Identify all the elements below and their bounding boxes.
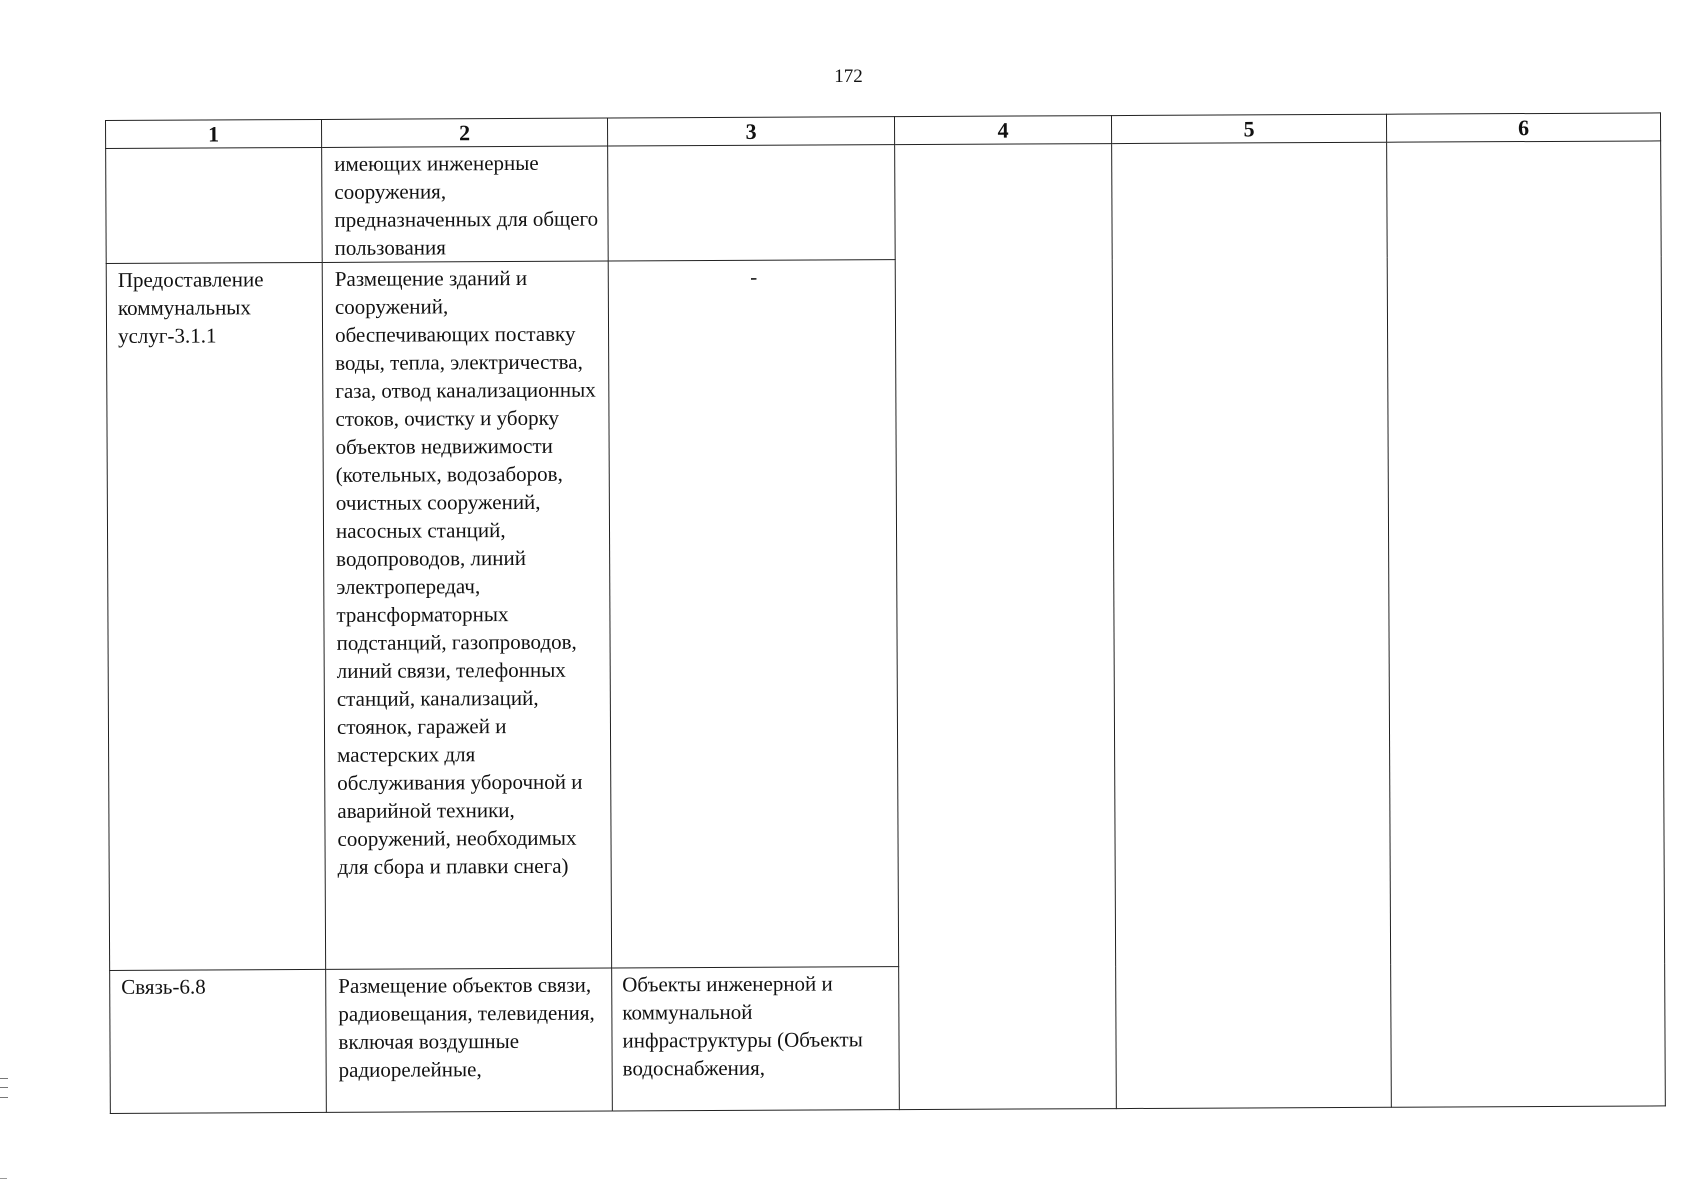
column-header-1: 1 (106, 119, 322, 148)
cell-row1-col3 (608, 145, 896, 261)
land-use-table (105, 112, 1666, 1114)
margin-scan-tick (0, 1178, 7, 1179)
cell-col5-merged (1112, 142, 1392, 1108)
column-header-2: 2 (321, 118, 607, 147)
column-header-4: 4 (894, 116, 1111, 145)
cell-row1-col1 (106, 147, 323, 263)
page-number: 172 (834, 66, 863, 87)
cell-row3-col3: Объекты инженерной и коммунальной инфраструктуры (Объекты водоснабжения, (612, 967, 900, 1111)
column-header-5: 5 (1111, 114, 1386, 143)
cell-col4-merged (895, 144, 1117, 1110)
column-header-3: 3 (607, 117, 894, 146)
cell-row2-col2: Размещение зданий и сооружений, обеспечивающих поставку воды, тепла, электричества, газа, отвод канализационных стоков, очистку и уборку объектов недвижимости (котельных, водозаборов, очистных сооружений, насосных станций, водопроводов, линий электропередач, трансформаторных подстанций, газопроводов, линий связи, телефонных станций, канализаций, стоянок, гаражей и мастерских для обслуживания уборочной и аварийной техники, сооружений, необходимых для сбора и плавки снега) (322, 261, 611, 969)
cell-row2-col3: - (608, 260, 898, 968)
cell-col6-merged (1387, 141, 1666, 1107)
margin-scan-mark (0, 1078, 8, 1098)
cell-row3-col1: Связь-6.8 (110, 969, 327, 1113)
table-row (106, 141, 1662, 264)
cell-row1-col2: имеющих инженерные сооружения, предназначенных для общего пользования (322, 146, 609, 262)
cell-row2-col1: Предоставление коммунальных услуг-3.1.1 (106, 262, 325, 970)
column-header-6: 6 (1386, 113, 1660, 142)
cell-row3-col2: Размещение объектов связи, радиовещания, телевидения, включая воздушные радиорелейные, (326, 968, 613, 1112)
